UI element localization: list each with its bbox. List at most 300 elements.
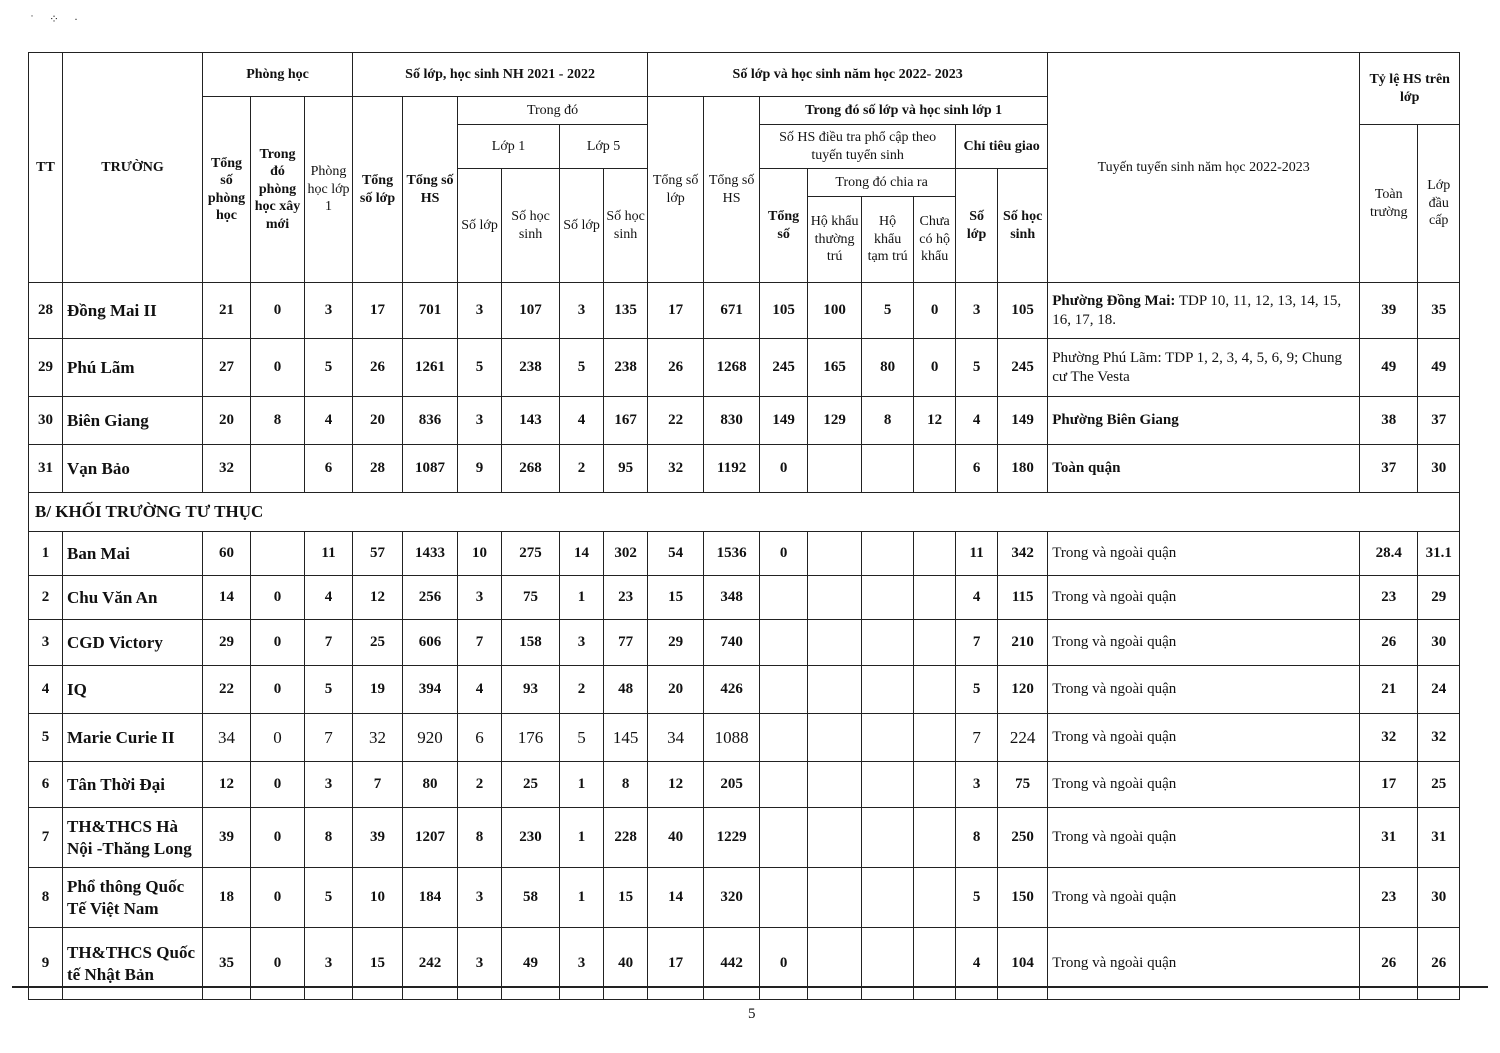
row-cell-c8: 3 [560,928,604,1000]
row-cell-c5: 1207 [403,808,458,868]
header-tt: TT [29,53,63,283]
row-ratio-school: 39 [1360,283,1418,339]
row-cell-c1: 27 [203,339,251,397]
row-cell-c15 [914,808,956,868]
row-ratio-school: 37 [1360,445,1418,493]
row-cell-c16: 3 [956,762,998,808]
row-cell-c2: 0 [251,283,305,339]
row-cell-c5: 394 [403,666,458,714]
row-cell-c9: 228 [604,808,648,868]
header-trong-do-chia-ra: Trong đó chia ra [808,169,956,197]
row-cell-c10: 15 [648,576,704,620]
row-cell-c5: 606 [403,620,458,666]
row-cell-c1: 14 [203,576,251,620]
row-tt: 28 [29,283,63,339]
section-private-title: B/ KHỐI TRƯỜNG TƯ THỤC [29,493,1460,532]
row-area: Trong và ngoài quận [1048,532,1360,576]
row-area-bold: Toàn quận [1052,460,1121,477]
row-cell-c6: 7 [458,620,502,666]
row-cell-c3: 3 [305,928,353,1000]
row-cell-c10: 26 [648,339,704,397]
row-cell-c1: 32 [203,445,251,493]
row-cell-c9: 48 [604,666,648,714]
row-cell-c11: 205 [704,762,760,808]
row-cell-c14: 5 [862,283,914,339]
header-lop-dau-cap: Lớp đầu cấp [1418,125,1460,283]
row-cell-c3: 7 [305,714,353,762]
row-cell-c12 [760,714,808,762]
row-ratio-school: 17 [1360,762,1418,808]
row-cell-c16: 3 [956,283,998,339]
row-cell-c17: 224 [998,714,1048,762]
scan-marks: ˙ ⁘ · [30,12,85,26]
row-cell-c9: 40 [604,928,648,1000]
row-cell-c6: 8 [458,808,502,868]
table-row [29,714,1460,762]
row-cell-c3: 3 [305,283,353,339]
header-lop5: Lớp 5 [560,125,648,169]
row-cell-c14 [862,928,914,1000]
row-cell-c13 [808,620,862,666]
row-cell-c2: 0 [251,868,305,928]
header-lop1-so-hs: Số học sinh [502,169,560,283]
enrollment-table [28,52,1460,1000]
row-cell-c6: 5 [458,339,502,397]
row-cell-c4: 57 [353,532,403,576]
row-cell-c15: 0 [914,283,956,339]
row-cell-c6: 10 [458,532,502,576]
row-cell-c16: 6 [956,445,998,493]
row-cell-c17: 180 [998,445,1048,493]
row-ratio-first: 30 [1418,445,1460,493]
row-cell-c14 [862,620,914,666]
header-tong-so-lop: Tổng số lớp [353,97,403,283]
row-cell-c12 [760,576,808,620]
row-cell-c17: 104 [998,928,1048,1000]
row-cell-c8: 14 [560,532,604,576]
row-cell-c8: 5 [560,339,604,397]
page-number: 5 [748,1006,756,1022]
row-cell-c11: 1192 [704,445,760,493]
row-cell-c10: 34 [648,714,704,762]
header-phong-hoc: Phòng học [203,53,353,97]
row-ratio-first: 37 [1418,397,1460,445]
row-cell-c15 [914,445,956,493]
row-cell-c13 [808,762,862,808]
row-area: Trong và ngoài quận [1048,928,1360,1000]
row-cell-c1: 22 [203,666,251,714]
row-ratio-school: 23 [1360,576,1418,620]
row-ratio-school: 21 [1360,666,1418,714]
header-phong-hoc-xay-moi: Trong đó phòng học xây mới [251,97,305,283]
row-cell-c7: 238 [502,339,560,397]
row-ratio-school: 31 [1360,808,1418,868]
row-school-name: TH&THCS Quốc tế Nhật Bản [63,928,203,1000]
row-cell-c16: 5 [956,339,998,397]
row-area [1048,397,1360,445]
row-cell-c15 [914,666,956,714]
row-ratio-school: 38 [1360,397,1418,445]
row-cell-c15 [914,714,956,762]
row-cell-c1: 39 [203,808,251,868]
row-cell-c3: 4 [305,397,353,445]
row-ratio-school: 26 [1360,928,1418,1000]
row-cell-c13 [808,714,862,762]
row-cell-c7: 58 [502,868,560,928]
row-cell-c1: 21 [203,283,251,339]
row-cell-c4: 12 [353,576,403,620]
row-school-name: Đồng Mai II [63,283,203,339]
row-cell-c16: 4 [956,576,998,620]
row-cell-c12: 245 [760,339,808,397]
row-cell-c1: 12 [203,762,251,808]
row-cell-c10: 12 [648,762,704,808]
row-cell-c17: 250 [998,808,1048,868]
row-cell-c8: 4 [560,397,604,445]
row-cell-c9: 23 [604,576,648,620]
row-cell-c4: 17 [353,283,403,339]
row-cell-c5: 80 [403,762,458,808]
row-cell-c7: 176 [502,714,560,762]
row-cell-c2: 8 [251,397,305,445]
table-row [29,283,1460,339]
row-cell-c9: 8 [604,762,648,808]
row-cell-c15 [914,532,956,576]
row-cell-c6: 3 [458,576,502,620]
header-chua-co: Chưa có hộ khẩu [914,197,956,283]
row-area [1048,339,1360,397]
row-cell-c11: 830 [704,397,760,445]
row-cell-c12 [760,808,808,868]
row-cell-c12 [760,762,808,808]
row-cell-c3: 5 [305,666,353,714]
row-cell-c12: 0 [760,928,808,1000]
header-lop5-so-lop: Số lớp [560,169,604,283]
table-row [29,808,1460,868]
row-cell-c16: 4 [956,928,998,1000]
row-ratio-first: 26 [1418,928,1460,1000]
row-cell-c15: 0 [914,339,956,397]
header-lop1: Lớp 1 [458,125,560,169]
table-row [29,576,1460,620]
row-school-name: Biên Giang [63,397,203,445]
row-area-bold: Phường Biên Giang [1052,412,1179,429]
row-cell-c5: 184 [403,868,458,928]
row-cell-c12: 0 [760,445,808,493]
row-school-name: Tân Thời Đại [63,762,203,808]
row-cell-c9: 145 [604,714,648,762]
header-tong-so-lop-2: Tổng số lớp [648,97,704,283]
row-cell-c3: 5 [305,339,353,397]
row-cell-c17: 245 [998,339,1048,397]
row-cell-c7: 158 [502,620,560,666]
row-cell-c3: 6 [305,445,353,493]
row-cell-c16: 5 [956,868,998,928]
row-cell-c4: 7 [353,762,403,808]
row-tt: 1 [29,532,63,576]
row-cell-c10: 22 [648,397,704,445]
row-cell-c11: 1229 [704,808,760,868]
row-cell-c3: 5 [305,868,353,928]
row-cell-c17: 149 [998,397,1048,445]
header-ct-so-lop: Số lớp [956,169,998,283]
table-row [29,532,1460,576]
row-cell-c6: 6 [458,714,502,762]
row-cell-c17: 75 [998,762,1048,808]
row-cell-c17: 120 [998,666,1048,714]
row-cell-c1: 20 [203,397,251,445]
row-cell-c5: 1433 [403,532,458,576]
row-ratio-school: 26 [1360,620,1418,666]
row-cell-c14 [862,666,914,714]
row-cell-c8: 3 [560,283,604,339]
row-ratio-first: 31 [1418,808,1460,868]
row-cell-c1: 34 [203,714,251,762]
footer-rule [12,986,1488,988]
row-cell-c6: 3 [458,283,502,339]
row-cell-c14 [862,445,914,493]
row-cell-c11: 320 [704,868,760,928]
row-cell-c2: 0 [251,714,305,762]
row-cell-c3: 11 [305,532,353,576]
row-cell-c13 [808,928,862,1000]
row-cell-c10: 14 [648,868,704,928]
row-ratio-first: 32 [1418,714,1460,762]
row-cell-c4: 10 [353,868,403,928]
row-cell-c5: 1087 [403,445,458,493]
row-cell-c9: 135 [604,283,648,339]
row-cell-c2: 0 [251,339,305,397]
row-cell-c16: 5 [956,666,998,714]
row-cell-c15 [914,620,956,666]
row-cell-c13 [808,868,862,928]
row-cell-c8: 1 [560,808,604,868]
row-tt: 2 [29,576,63,620]
row-tt: 4 [29,666,63,714]
row-ratio-first: 29 [1418,576,1460,620]
row-tt: 7 [29,808,63,868]
row-cell-c8: 2 [560,445,604,493]
row-cell-c17: 115 [998,576,1048,620]
row-ratio-first: 30 [1418,868,1460,928]
header-tong-so-phong-hoc: Tổng số phòng học [203,97,251,283]
row-cell-c11: 1088 [704,714,760,762]
row-cell-c13: 100 [808,283,862,339]
row-cell-c8: 5 [560,714,604,762]
header-tuyen: Tuyến tuyển sinh năm học 2022-2023 [1048,53,1360,283]
row-cell-c14 [862,532,914,576]
row-area: Trong và ngoài quận [1048,666,1360,714]
row-cell-c16: 8 [956,808,998,868]
row-cell-c13 [808,576,862,620]
row-tt: 9 [29,928,63,1000]
table-row [29,620,1460,666]
row-cell-c3: 7 [305,620,353,666]
row-tt: 6 [29,762,63,808]
header-thuong-tru: Hộ khẩu thường trú [808,197,862,283]
header-ty-le: Tỷ lệ HS trên lớp [1360,53,1460,125]
header-chi-tieu: Chỉ tiêu giao [956,125,1048,169]
row-cell-c8: 3 [560,620,604,666]
row-tt: 8 [29,868,63,928]
row-cell-c16: 11 [956,532,998,576]
header-tong-so-hs: Tổng số HS [403,97,458,283]
row-ratio-school: 23 [1360,868,1418,928]
row-school-name: CGD Victory [63,620,203,666]
row-cell-c10: 17 [648,283,704,339]
row-cell-c8: 2 [560,666,604,714]
row-cell-c6: 3 [458,397,502,445]
header-lop5-so-hs: Số học sinh [604,169,648,283]
row-cell-c3: 3 [305,762,353,808]
row-cell-c13: 165 [808,339,862,397]
row-cell-c2: 0 [251,576,305,620]
header-nh-2021: Số lớp, học sinh NH 2021 - 2022 [353,53,648,97]
row-cell-c13: 129 [808,397,862,445]
row-cell-c13 [808,532,862,576]
row-cell-c6: 9 [458,445,502,493]
row-cell-c8: 1 [560,868,604,928]
row-tt: 31 [29,445,63,493]
row-cell-c10: 17 [648,928,704,1000]
row-cell-c14 [862,868,914,928]
table-row [29,868,1460,928]
row-school-name: Phú Lãm [63,339,203,397]
row-cell-c10: 40 [648,808,704,868]
table-row [29,928,1460,1000]
row-cell-c6: 3 [458,928,502,1000]
row-cell-c8: 1 [560,762,604,808]
row-cell-c9: 238 [604,339,648,397]
row-cell-c2: 0 [251,666,305,714]
private-section [29,493,1460,532]
row-cell-c16: 4 [956,397,998,445]
row-cell-c12: 149 [760,397,808,445]
row-cell-c4: 20 [353,397,403,445]
row-cell-c9: 15 [604,868,648,928]
row-cell-c12 [760,868,808,928]
header-truong: TRƯỜNG [63,53,203,283]
row-cell-c6: 2 [458,762,502,808]
row-cell-c1: 29 [203,620,251,666]
enrollment-table-sheet [28,52,1458,1000]
row-cell-c11: 1536 [704,532,760,576]
row-cell-c14 [862,808,914,868]
row-cell-c10: 32 [648,445,704,493]
row-cell-c7: 93 [502,666,560,714]
row-school-name: Chu Văn An [63,576,203,620]
row-cell-c11: 426 [704,666,760,714]
row-ratio-school: 28.4 [1360,532,1418,576]
row-cell-c10: 54 [648,532,704,576]
row-cell-c4: 15 [353,928,403,1000]
row-cell-c7: 107 [502,283,560,339]
row-cell-c4: 19 [353,666,403,714]
row-cell-c1: 35 [203,928,251,1000]
row-cell-c2: 0 [251,620,305,666]
row-area: Trong và ngoài quận [1048,620,1360,666]
row-cell-c17: 210 [998,620,1048,666]
row-area-bold: Phường Đồng Mai: [1052,292,1176,309]
row-cell-c5: 1261 [403,339,458,397]
row-cell-c9: 95 [604,445,648,493]
row-school-name: Phổ thông Quốc Tế Việt Nam [63,868,203,928]
row-cell-c9: 167 [604,397,648,445]
row-cell-c3: 8 [305,808,353,868]
row-cell-c4: 32 [353,714,403,762]
row-cell-c17: 105 [998,283,1048,339]
row-area [1048,283,1360,339]
row-cell-c5: 701 [403,283,458,339]
row-cell-c11: 442 [704,928,760,1000]
row-cell-c2 [251,445,305,493]
row-area-text: TDP 10, 11, 12, 13, 14, 15, 16, 17, 18. [1052,292,1342,328]
row-school-name: Vạn Bảo [63,445,203,493]
row-cell-c11: 671 [704,283,760,339]
header-ct-so-hs: Số học sinh [998,169,1048,283]
row-ratio-first: 30 [1418,620,1460,666]
row-cell-c7: 275 [502,532,560,576]
table-row [29,666,1460,714]
row-cell-c13 [808,445,862,493]
header-toan-truong: Toàn trường [1360,125,1418,283]
row-area: Trong và ngoài quận [1048,868,1360,928]
row-cell-c5: 836 [403,397,458,445]
row-school-name: IQ [63,666,203,714]
row-cell-c7: 75 [502,576,560,620]
row-cell-c10: 29 [648,620,704,666]
row-cell-c12 [760,620,808,666]
table-row [29,762,1460,808]
row-tt: 5 [29,714,63,762]
row-cell-c11: 1268 [704,339,760,397]
row-cell-c5: 242 [403,928,458,1000]
row-school-name: TH&THCS Hà Nội -Thăng Long [63,808,203,868]
row-school-name: Ban Mai [63,532,203,576]
row-cell-c7: 230 [502,808,560,868]
row-ratio-school: 49 [1360,339,1418,397]
row-cell-c14: 8 [862,397,914,445]
row-cell-c6: 3 [458,868,502,928]
row-cell-c16: 7 [956,714,998,762]
row-cell-c15 [914,576,956,620]
row-cell-c7: 143 [502,397,560,445]
row-cell-c8: 1 [560,576,604,620]
row-cell-c12: 105 [760,283,808,339]
row-cell-c7: 268 [502,445,560,493]
row-cell-c15: 12 [914,397,956,445]
row-cell-c7: 25 [502,762,560,808]
row-cell-c2: 0 [251,762,305,808]
row-cell-c15 [914,868,956,928]
header-tam-tru: Hộ khẩu tạm trú [862,197,914,283]
row-tt: 29 [29,339,63,397]
row-cell-c3: 4 [305,576,353,620]
row-ratio-first: 49 [1418,339,1460,397]
row-cell-c5: 920 [403,714,458,762]
row-tt: 3 [29,620,63,666]
row-cell-c4: 26 [353,339,403,397]
row-cell-c14 [862,576,914,620]
row-area: Trong và ngoài quận [1048,576,1360,620]
row-cell-c12: 0 [760,532,808,576]
row-cell-c14 [862,762,914,808]
row-area: Trong và ngoài quận [1048,714,1360,762]
row-cell-c5: 256 [403,576,458,620]
row-ratio-first: 31.1 [1418,532,1460,576]
public-school-rows [29,283,1460,493]
row-cell-c1: 18 [203,868,251,928]
